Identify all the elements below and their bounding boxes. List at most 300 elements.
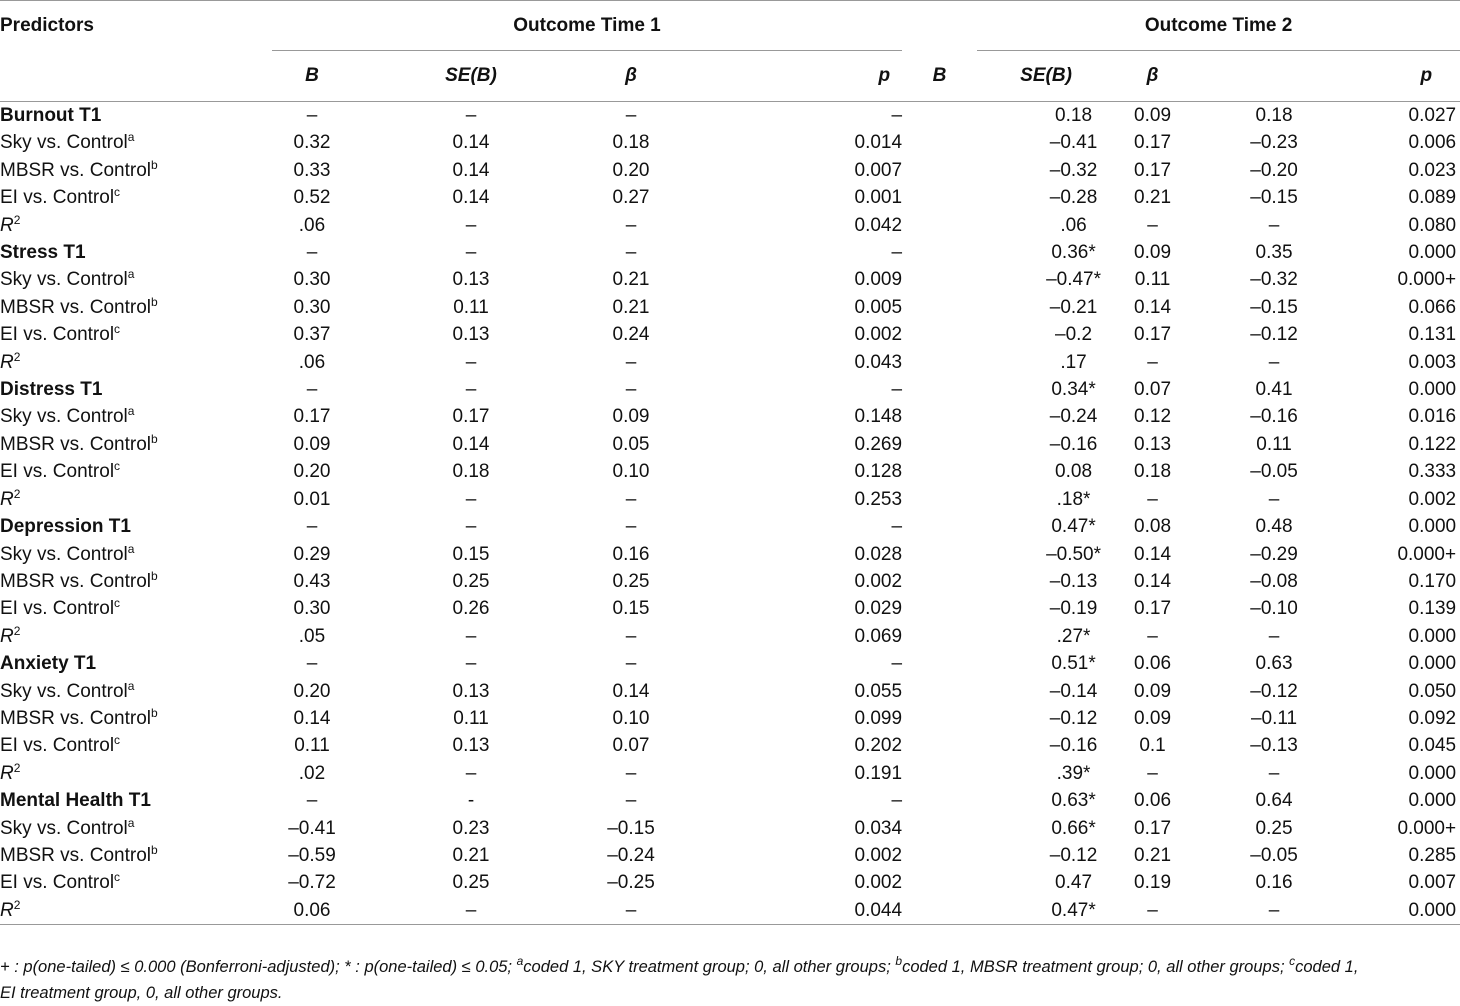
table-row [0, 842, 1460, 869]
row-predictor-label [0, 157, 272, 184]
row-label-superscript: c [114, 322, 121, 337]
cell-p1: 0.128 [854, 461, 903, 483]
row-group-label [0, 239, 272, 266]
cell-b2: 0.47 [1055, 872, 1093, 894]
cell-gap [902, 869, 977, 896]
cell-beta1: 0.10 [612, 461, 650, 483]
cell-b2: 0.47* [1051, 516, 1096, 538]
row-predictor-label [0, 705, 272, 732]
cell-b1: 0.29 [293, 543, 331, 565]
cell-b1: – [306, 516, 318, 538]
cell-gap [902, 431, 977, 458]
cell-seb1: 0.13 [452, 324, 490, 346]
cell-p2: 0.000 [1408, 790, 1457, 812]
cell-seb2: 0.08 [1134, 516, 1172, 538]
row-predictor-label [0, 294, 272, 321]
cell-seb2: 0.1 [1139, 735, 1166, 757]
cell-seb1: 0.17 [452, 406, 490, 428]
cell-seb1: – [465, 105, 477, 126]
col-header-seb1: SE(B) [352, 51, 590, 102]
row-group-label [0, 787, 272, 814]
row-predictor-label [0, 431, 272, 458]
cell-seb2: 0.17 [1134, 132, 1172, 154]
cell-beta1: 0.14 [612, 680, 650, 702]
cell-beta2: 0.16 [1255, 872, 1293, 894]
cell-seb2: 0.18 [1134, 461, 1172, 483]
cell-gap [902, 705, 977, 732]
cell-b2: –0.16 [1049, 735, 1098, 757]
col-header-beta1: β [590, 51, 672, 102]
row-predictor-label [0, 869, 272, 896]
cell-p1: 0.002 [854, 324, 903, 346]
row-label-text: R [0, 899, 14, 921]
table-body [0, 102, 1460, 925]
cell-beta2: 0.48 [1255, 516, 1293, 538]
cell-p2: 0.006 [1408, 132, 1457, 154]
cell-b1: –0.59 [288, 844, 336, 866]
row-label-text: Anxiety T1 [0, 653, 97, 675]
row-predictor-label [0, 568, 272, 595]
table-row [0, 815, 1460, 842]
cell-p1: 0.043 [854, 351, 903, 373]
cell-beta1: – [625, 762, 637, 784]
table-row [0, 212, 1460, 239]
cell-b2: –0.28 [1049, 187, 1098, 209]
cell-beta2: –0.12 [1250, 324, 1298, 346]
cell-b2: 0.08 [1055, 461, 1093, 483]
row-label-superscript: b [150, 705, 158, 720]
col-header-b1: B [272, 51, 352, 102]
cell-beta2: 0.11 [1256, 433, 1292, 455]
row-label-superscript: a [127, 267, 135, 282]
row-r2-label [0, 897, 272, 925]
cell-beta2: –0.15 [1250, 187, 1298, 209]
cell-gap [902, 376, 977, 403]
cell-p2: 0.007 [1408, 872, 1457, 894]
row-label-text: Distress T1 [0, 379, 103, 401]
row-label-text: R [0, 351, 14, 373]
cell-beta2: –0.08 [1250, 570, 1298, 592]
row-predictor-label [0, 129, 272, 156]
cell-b2: 0.18 [1055, 105, 1093, 126]
cell-p2: 0.089 [1408, 187, 1457, 209]
cell-p1: – [891, 516, 903, 538]
header-blank [0, 51, 272, 102]
cell-gap [902, 595, 977, 622]
cell-seb1: 0.14 [452, 433, 490, 455]
header-row-groups [0, 1, 1460, 52]
cell-seb1: – [465, 516, 477, 538]
row-predictor-label [0, 458, 272, 485]
footnote-part1: + : p(one-tailed) ≤ 0.000 (Bonferroni-adjusted); * : p(one-tailed) ≤ 0.05; [0, 958, 517, 976]
cell-b1: – [306, 242, 318, 264]
cell-p2: 0.023 [1408, 159, 1457, 181]
table-row [0, 157, 1460, 184]
row-label-superscript: 2 [13, 623, 21, 638]
row-label-text: R [0, 762, 14, 784]
cell-b2: .17 [1060, 351, 1087, 373]
table-row [0, 595, 1460, 622]
cell-beta1: 0.24 [612, 324, 650, 346]
cell-p1: 0.191 [854, 762, 903, 784]
cell-beta1: –0.25 [607, 872, 655, 894]
row-label-superscript: c [114, 185, 121, 200]
row-predictor-label [0, 732, 272, 759]
cell-gap [902, 650, 977, 677]
cell-p1: 0.202 [854, 735, 903, 757]
row-label-text: EI vs. Control [0, 735, 115, 757]
cell-p2: 0.027 [1408, 105, 1457, 126]
row-predictor-label [0, 403, 272, 430]
cell-seb2: 0.06 [1134, 790, 1172, 812]
cell-b1: 0.20 [293, 680, 331, 702]
group-header-underline [272, 50, 902, 51]
cell-seb1: – [465, 488, 477, 510]
cell-beta1: – [625, 379, 637, 401]
row-label-superscript: b [150, 294, 158, 309]
table-row [0, 678, 1460, 705]
cell-p2: 0.003 [1408, 351, 1457, 373]
cell-p2: 0.066 [1408, 296, 1457, 318]
row-label-superscript: 2 [13, 897, 21, 912]
table-row [0, 239, 1460, 266]
cell-seb1: 0.25 [452, 570, 490, 592]
cell-beta2: –0.15 [1250, 296, 1298, 318]
row-label-text: MBSR vs. Control [0, 844, 151, 866]
row-label-text: EI vs. Control [0, 324, 115, 346]
cell-b2: 0.51* [1051, 653, 1096, 675]
row-label-text: R [0, 488, 14, 510]
outcome-time2-header [977, 1, 1460, 52]
cell-b1: – [306, 379, 318, 401]
table-row [0, 732, 1460, 759]
cell-p1: – [891, 105, 903, 126]
header-row-columns [0, 51, 1460, 102]
cell-b2: –0.16 [1049, 433, 1098, 455]
row-label-text: Sky vs. Control [0, 680, 128, 702]
cell-p2: 0.002 [1408, 488, 1457, 510]
table-row [0, 568, 1460, 595]
cell-seb1: – [465, 242, 477, 264]
cell-gap [902, 212, 977, 239]
table-row [0, 760, 1460, 787]
row-label-superscript: c [114, 596, 121, 611]
row-label-text: Sky vs. Control [0, 269, 128, 291]
cell-p2: 0.000 [1408, 379, 1457, 401]
cell-p1: 0.001 [854, 187, 903, 209]
cell-b2: –0.24 [1049, 406, 1098, 428]
row-group-label [0, 102, 272, 130]
cell-p2: 0.139 [1408, 598, 1457, 620]
cell-p2: 0.000 [1408, 516, 1457, 538]
cell-seb1: 0.14 [452, 187, 490, 209]
cell-seb2: 0.12 [1134, 406, 1172, 428]
row-label-superscript: 2 [13, 212, 21, 227]
cell-p1: – [891, 653, 903, 675]
cell-b1: – [306, 653, 318, 675]
cell-seb2: – [1147, 351, 1158, 373]
footnote-part3: coded 1, MBSR treatment group; 0, all other groups; [902, 958, 1290, 976]
cell-seb2: – [1147, 488, 1158, 510]
cell-seb2: 0.14 [1134, 543, 1172, 565]
cell-gap [902, 184, 977, 211]
cell-seb2: 0.13 [1134, 433, 1172, 455]
cell-seb1: 0.13 [452, 735, 490, 757]
cell-beta1: 0.18 [612, 132, 650, 154]
cell-p1: 0.002 [854, 844, 903, 866]
cell-b1: 0.30 [293, 296, 331, 318]
cell-b1: 0.17 [293, 406, 331, 428]
cell-seb2: 0.09 [1134, 680, 1172, 702]
row-label-text: R [0, 214, 14, 236]
cell-p2: 0.000 [1408, 625, 1457, 647]
col-header-beta2: β [1115, 51, 1190, 102]
table-row [0, 294, 1460, 321]
footnote-line2: EI treatment group, 0, all other groups. [0, 984, 283, 1002]
cell-p1: 0.044 [672, 897, 902, 925]
cell-beta1: 0.21 [612, 296, 650, 318]
cell-seb1: 0.13 [452, 269, 490, 291]
row-label-text: Stress T1 [0, 242, 86, 264]
table-row [0, 869, 1460, 896]
cell-p1: 0.029 [854, 598, 903, 620]
cell-p2: 0.000 [1408, 762, 1457, 784]
row-label-text: Sky vs. Control [0, 543, 128, 565]
col-header-p2-label: p [1358, 51, 1460, 102]
cell-gap [902, 349, 977, 376]
cell-beta2: –0.32 [1250, 269, 1298, 291]
row-label-superscript: a [127, 541, 135, 556]
cell-b2: 0.63* [1051, 790, 1096, 812]
cell-gap [902, 458, 977, 485]
cell-seb1: 0.23 [452, 817, 490, 839]
row-r2-label [0, 486, 272, 513]
cell-seb2: – [1115, 897, 1190, 925]
cell-p1: 0.099 [854, 707, 903, 729]
cell-seb1: 0.26 [452, 598, 490, 620]
cell-beta2: –0.10 [1250, 598, 1298, 620]
cell-gap [902, 157, 977, 184]
table-row [0, 102, 1460, 130]
cell-beta2: – [1268, 488, 1280, 510]
cell-b2: 0.34* [1051, 379, 1096, 401]
cell-p1: 0.002 [854, 570, 903, 592]
row-predictor-label [0, 266, 272, 293]
footnote-part2: coded 1, SKY treatment group; 0, all other groups; [523, 958, 896, 976]
row-label-text: EI vs. Control [0, 872, 115, 894]
cell-p1: 0.148 [854, 406, 903, 428]
cell-p2: 0.016 [1408, 406, 1457, 428]
row-label-superscript: a [127, 815, 135, 830]
cell-seb1: 0.11 [453, 707, 489, 729]
cell-b1: – [306, 790, 318, 812]
cell-p2: 0.000 [1408, 653, 1457, 675]
row-label-text: Sky vs. Control [0, 817, 128, 839]
row-label-superscript: a [127, 130, 135, 145]
cell-b2: .18* [1056, 488, 1091, 510]
cell-p1: 0.007 [854, 159, 903, 181]
cell-gap [902, 486, 977, 513]
cell-seb2: – [1147, 625, 1158, 647]
col-header-p1: p [672, 51, 902, 102]
cell-gap [902, 513, 977, 540]
row-label-text: Mental Health T1 [0, 790, 151, 812]
cell-p2: 0.000 [1408, 242, 1457, 264]
cell-seb1: 0.13 [452, 680, 490, 702]
cell-p1: 0.002 [854, 872, 903, 894]
footnote-sup-a: a [516, 954, 524, 968]
cell-b1: 0.52 [293, 187, 331, 209]
cell-beta2: –0.20 [1250, 159, 1298, 181]
cell-beta1: –0.24 [607, 844, 655, 866]
cell-p1: 0.055 [854, 680, 903, 702]
cell-b2: –0.41 [1049, 132, 1098, 154]
table-row [0, 787, 1460, 814]
cell-seb2: 0.14 [1134, 296, 1172, 318]
cell-p2: 0.045 [1408, 735, 1457, 757]
cell-b1: 0.20 [293, 461, 331, 483]
cell-p1: 0.009 [854, 269, 903, 291]
cell-b1: 0.14 [293, 707, 331, 729]
cell-beta1: – [625, 351, 637, 373]
cell-beta1: 0.09 [612, 406, 650, 428]
row-r2-label [0, 623, 272, 650]
row-label-text: Sky vs. Control [0, 132, 128, 154]
cell-beta1: – [625, 105, 637, 126]
cell-seb2: 0.11 [1134, 269, 1171, 291]
cell-beta2: –0.05 [1250, 844, 1298, 866]
predictors-header: Predictors [0, 1, 272, 52]
cell-seb1: 0.11 [453, 296, 489, 318]
cell-b2: –0.21 [1049, 296, 1098, 318]
table-row [0, 458, 1460, 485]
row-label-text: Sky vs. Control [0, 406, 128, 428]
cell-beta2: 0.41 [1255, 379, 1293, 401]
cell-b2: .39* [1056, 762, 1091, 784]
cell-beta2: 0.63 [1255, 653, 1293, 675]
cell-p2: 0.000 [1358, 897, 1460, 925]
cell-b2: .27* [1056, 625, 1091, 647]
cell-b2: 0.36* [1051, 242, 1096, 264]
cell-gap [902, 321, 977, 348]
cell-p1: 0.014 [854, 132, 903, 154]
row-label-superscript: a [127, 678, 135, 693]
cell-beta2: –0.11 [1250, 707, 1298, 729]
cell-seb1: – [465, 351, 477, 373]
cell-seb1: 0.14 [452, 132, 490, 154]
cell-b1: 0.37 [293, 324, 331, 346]
cell-beta1: –0.15 [607, 817, 655, 839]
cell-p2: 0.092 [1408, 707, 1457, 729]
cell-seb2: – [1147, 214, 1158, 236]
row-label-superscript: b [150, 568, 158, 583]
outcome-time1-title: Outcome Time 1 [513, 15, 661, 36]
table-row [0, 650, 1460, 677]
cell-b1: –0.72 [288, 872, 336, 894]
cell-beta1: 0.25 [612, 570, 650, 592]
row-group-label [0, 650, 272, 677]
cell-gap [902, 623, 977, 650]
cell-b1: 0.32 [293, 132, 331, 154]
cell-b2: –0.19 [1049, 598, 1098, 620]
cell-seb1: – [465, 625, 477, 647]
cell-seb1: – [465, 762, 477, 784]
cell-b1: 0.30 [293, 269, 331, 291]
cell-gap [902, 897, 977, 925]
table-row [0, 513, 1460, 540]
cell-b2: –0.2 [1055, 324, 1093, 346]
row-label-superscript: c [114, 870, 121, 885]
cell-b1: 0.11 [294, 735, 330, 757]
cell-seb1: 0.25 [452, 872, 490, 894]
cell-seb1: – [352, 897, 590, 925]
cell-gap [902, 842, 977, 869]
row-label-text: Depression T1 [0, 516, 131, 538]
table-row [0, 266, 1460, 293]
row-label-text: MBSR vs. Control [0, 707, 151, 729]
cell-p2: 0.285 [1408, 844, 1457, 866]
cell-seb1: 0.21 [452, 844, 490, 866]
header-gap [902, 1, 977, 52]
row-label-text: EI vs. Control [0, 187, 115, 209]
cell-p2: 0.080 [1408, 214, 1457, 236]
cell-beta1: – [590, 897, 672, 925]
cell-beta1: 0.27 [612, 187, 650, 209]
cell-b2: –0.12 [1049, 707, 1098, 729]
cell-beta2: – [1268, 351, 1280, 373]
row-r2-label [0, 212, 272, 239]
cell-b1: 0.01 [293, 488, 331, 510]
cell-b2: –0.47* [1046, 269, 1102, 291]
table-row [0, 349, 1460, 376]
outcome-time2-title: Outcome Time 2 [1144, 15, 1293, 36]
cell-p1: – [891, 242, 903, 264]
cell-seb1: 0.14 [452, 159, 490, 181]
table-row [0, 431, 1460, 458]
cell-gap [902, 732, 977, 759]
cell-p1: 0.028 [854, 543, 903, 565]
cell-beta1: – [625, 653, 637, 675]
table-row [0, 129, 1460, 156]
cell-seb2: 0.17 [1134, 817, 1172, 839]
table-row [0, 403, 1460, 430]
cell-beta1: 0.07 [612, 735, 650, 757]
cell-b1: 0.30 [293, 598, 331, 620]
cell-p2: 0.000+ [1397, 543, 1457, 565]
outcome-time1-header [272, 1, 902, 52]
cell-beta2: –0.29 [1250, 543, 1298, 565]
cell-b1: .02 [298, 762, 326, 784]
cell-seb1: 0.15 [452, 543, 490, 565]
cell-beta2: 0.35 [1255, 242, 1293, 264]
cell-b2: –0.50* [1046, 543, 1102, 565]
cell-gap [902, 760, 977, 787]
cell-b1: 0.06 [272, 897, 352, 925]
cell-p2: 0.000+ [1397, 269, 1457, 291]
row-label-text: R [0, 625, 14, 647]
cell-b2: –0.12 [1049, 844, 1098, 866]
cell-seb1: – [465, 379, 477, 401]
cell-b1: –0.41 [288, 817, 336, 839]
cell-seb2: – [1147, 762, 1158, 784]
cell-seb2: 0.06 [1134, 653, 1172, 675]
cell-beta1: 0.10 [612, 707, 650, 729]
table-row [0, 376, 1460, 403]
row-label-superscript: b [150, 842, 158, 857]
cell-beta2: –0.13 [1250, 735, 1298, 757]
cell-beta2: –0.23 [1250, 132, 1298, 154]
cell-beta2: 0.25 [1255, 817, 1293, 839]
